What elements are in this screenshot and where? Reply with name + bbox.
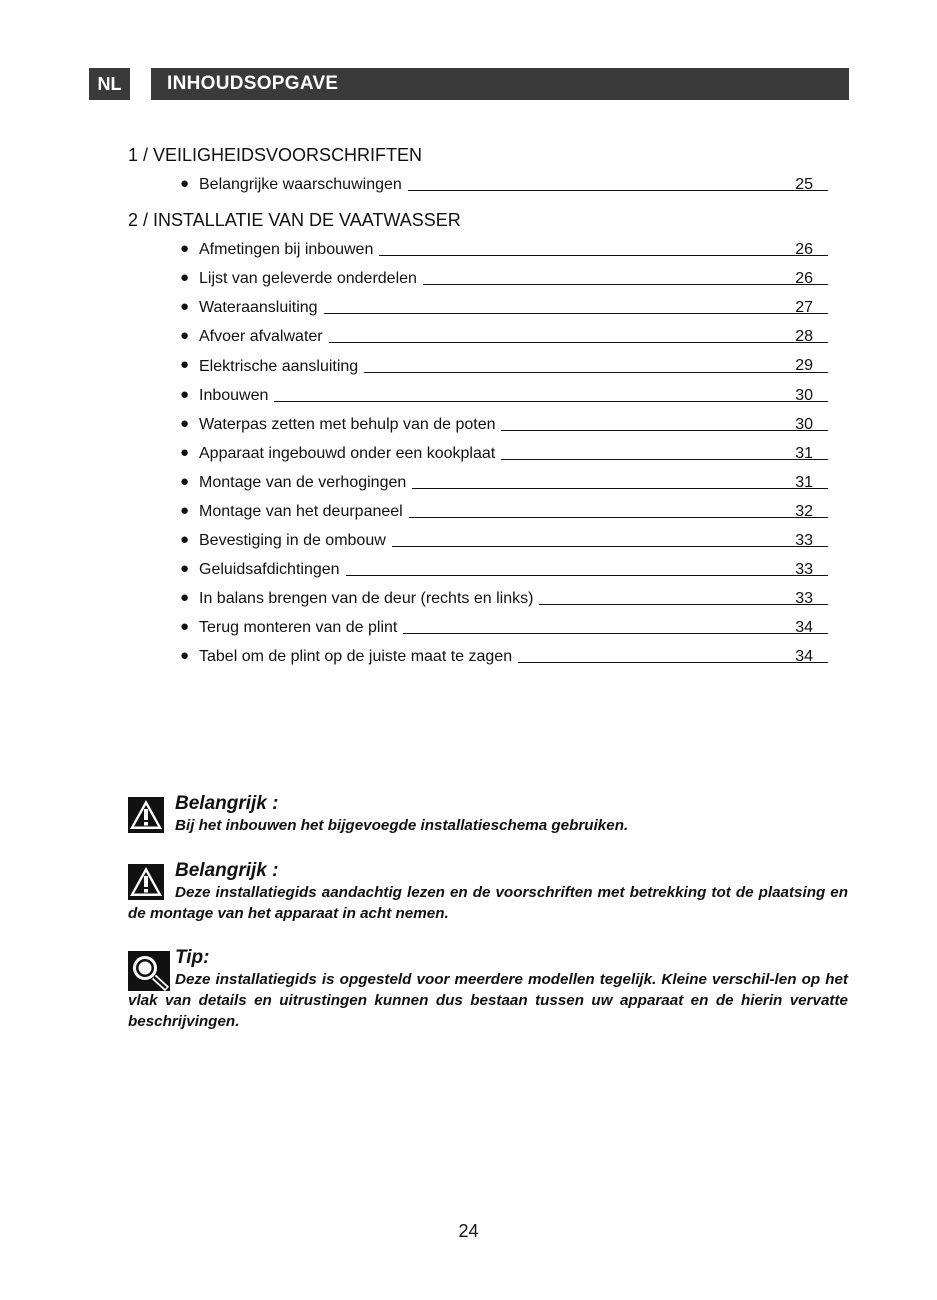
toc-section-title: 2 / INSTALLATIE VAN DE VAATWASSER bbox=[128, 210, 461, 231]
toc-entry bbox=[128, 497, 828, 526]
notice-text: Deze installatiegids is opgesteld voor meerdere modellen tegelijk. Kleine verschil-len op het vlak van details en uitrustingen kunnen dus bestaan tussen uw apparaat en de hierin vervatte beschrijvingen. bbox=[128, 971, 848, 1030]
toc-leader-line bbox=[324, 313, 828, 314]
toc-entry bbox=[128, 170, 828, 199]
toc-leader-line bbox=[412, 488, 828, 489]
toc-entry-label: Geluidsafdichtingen bbox=[199, 561, 340, 579]
toc-entry bbox=[128, 526, 828, 555]
toc-entry bbox=[128, 439, 828, 468]
warning-icon bbox=[128, 797, 164, 833]
toc-entry-page: 30 bbox=[795, 415, 813, 433]
toc-entry-page: 33 bbox=[795, 532, 813, 550]
notice-heading: Belangrijk : bbox=[175, 793, 279, 814]
toc-leader-line bbox=[423, 284, 828, 285]
toc-entry-page: 33 bbox=[795, 590, 813, 608]
toc-entry-page: 34 bbox=[795, 648, 813, 666]
toc-leader-line bbox=[408, 190, 828, 191]
bullet-icon: ● bbox=[180, 560, 190, 578]
bullet-icon: ● bbox=[180, 531, 190, 549]
language-badge: NL bbox=[89, 68, 130, 100]
bullet-icon: ● bbox=[180, 443, 190, 461]
toc-leader-line bbox=[403, 633, 828, 634]
bullet-icon: ● bbox=[180, 356, 190, 374]
toc-entry bbox=[128, 351, 828, 380]
toc-leader-line bbox=[364, 372, 828, 373]
toc-entry-label: Montage van het deurpaneel bbox=[199, 502, 403, 520]
toc-leader-line bbox=[518, 662, 828, 663]
toc-entry-label: Elektrische aansluiting bbox=[199, 357, 359, 375]
toc-entry bbox=[128, 264, 828, 293]
table-of-contents bbox=[128, 140, 828, 672]
toc-entry-label: Tabel om de plint op de juiste maat te zagen bbox=[199, 648, 513, 666]
toc-entry-page: 26 bbox=[795, 270, 813, 288]
toc-leader-line bbox=[501, 430, 828, 431]
toc-entry-label: In balans brengen van de deur (rechts en links) bbox=[199, 590, 534, 608]
toc-leader-line bbox=[329, 342, 828, 343]
toc-entry-page: 28 bbox=[795, 328, 813, 346]
toc-entry-label: Waterpas zetten met behulp van de poten bbox=[199, 415, 496, 433]
toc-entry-label: Inbouwen bbox=[199, 386, 269, 404]
bullet-icon: ● bbox=[180, 269, 190, 287]
toc-leader-line bbox=[539, 604, 828, 605]
toc-entry-page: 31 bbox=[795, 473, 813, 491]
toc-entry bbox=[128, 381, 828, 410]
warning-icon bbox=[128, 864, 164, 900]
bullet-icon: ● bbox=[180, 501, 190, 519]
bullet-icon: ● bbox=[180, 298, 190, 316]
bullet-icon: ● bbox=[180, 647, 190, 665]
toc-entry-label: Apparaat ingebouwd onder een kookplaat bbox=[199, 444, 496, 462]
toc-entry bbox=[128, 235, 828, 264]
toc-entry-page: 34 bbox=[795, 619, 813, 637]
bullet-icon: ● bbox=[180, 472, 190, 490]
bullet-icon: ● bbox=[180, 240, 190, 258]
toc-entry-page: 27 bbox=[795, 299, 813, 317]
toc-entry bbox=[128, 555, 828, 584]
bullet-icon: ● bbox=[180, 385, 190, 403]
notice-heading: Tip: bbox=[175, 947, 210, 968]
bullet-icon: ● bbox=[180, 327, 190, 345]
toc-entry-label: Lijst van geleverde onderdelen bbox=[199, 270, 417, 288]
toc-entry bbox=[128, 322, 828, 351]
toc-leader-line bbox=[379, 255, 828, 256]
toc-entry-label: Wateraansluiting bbox=[199, 299, 318, 317]
notice-block bbox=[128, 793, 848, 836]
toc-leader-line bbox=[501, 459, 828, 460]
notice-block bbox=[128, 860, 848, 924]
toc-entry-page: 31 bbox=[795, 444, 813, 462]
notice-block bbox=[128, 947, 848, 1032]
bullet-icon: ● bbox=[180, 589, 190, 607]
toc-entry bbox=[128, 293, 828, 322]
page-number: 24 bbox=[458, 1221, 479, 1241]
toc-entry-label: Montage van de verhogingen bbox=[199, 473, 407, 491]
magnifier-icon bbox=[128, 951, 164, 987]
page-title: INHOUDSOPGAVE bbox=[151, 68, 849, 100]
toc-entry bbox=[128, 584, 828, 613]
notice-text: Bij het inbouwen het bijgevoegde installatieschema gebruiken. bbox=[175, 817, 629, 834]
notice-text: Deze installatiegids aandachtig lezen en de voorschriften met betrekking tot de plaatsing en de montage van het apparaat in acht nemen. bbox=[128, 884, 848, 922]
toc-entry-page: 30 bbox=[795, 386, 813, 404]
toc-entry-page: 33 bbox=[795, 561, 813, 579]
bullet-icon: ● bbox=[180, 618, 190, 636]
toc-entry bbox=[128, 642, 828, 671]
toc-entry-page: 25 bbox=[795, 176, 813, 193]
bullet-icon: ● bbox=[180, 414, 190, 432]
toc-section-title: 1 / VEILIGHEIDSVOORSCHRIFTEN bbox=[128, 145, 423, 165]
toc-leader-line bbox=[274, 401, 828, 402]
toc-leader-line bbox=[409, 517, 828, 518]
notice-heading: Belangrijk : bbox=[175, 860, 279, 881]
toc-entry-label: Bevestiging in de ombouw bbox=[199, 532, 386, 550]
toc-entry bbox=[128, 468, 828, 497]
toc-entry-page: 26 bbox=[795, 241, 813, 259]
toc-entry-page: 29 bbox=[795, 357, 813, 375]
toc-entry-label: Afvoer afvalwater bbox=[199, 328, 323, 346]
toc-leader-line bbox=[346, 575, 828, 576]
toc-entry-label: Terug monteren van de plint bbox=[199, 619, 398, 637]
toc-entry-label: Belangrijke waarschuwingen bbox=[199, 176, 402, 194]
bullet-icon: ● bbox=[180, 175, 190, 192]
toc-entry-label: Afmetingen bij inbouwen bbox=[199, 241, 374, 259]
toc-entry bbox=[128, 410, 828, 439]
toc-leader-line bbox=[392, 546, 828, 547]
toc-entry-page: 32 bbox=[795, 502, 813, 520]
toc-entry bbox=[128, 613, 828, 642]
